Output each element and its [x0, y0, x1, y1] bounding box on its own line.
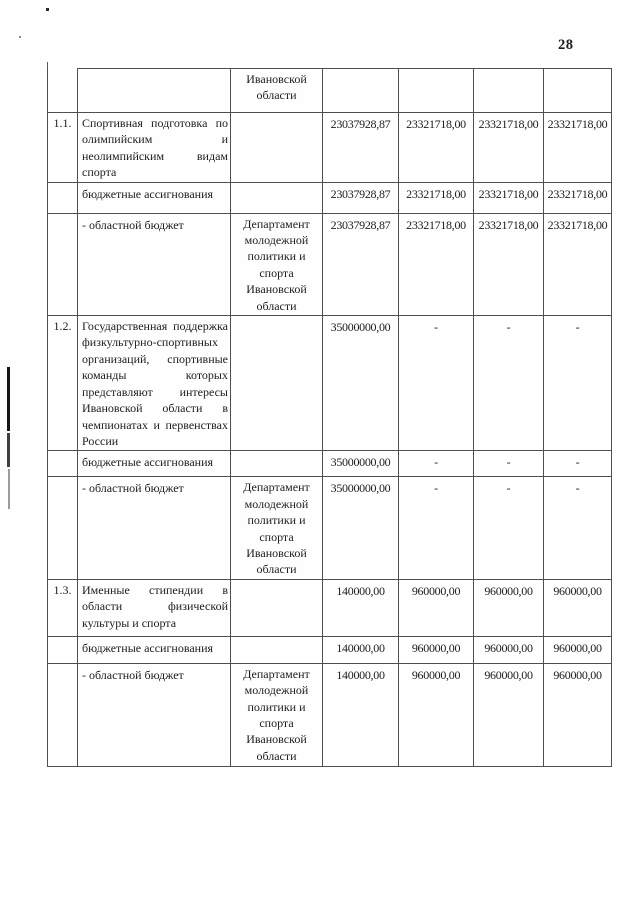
value-cell: - [399, 316, 474, 451]
page-number: 28 [558, 37, 574, 53]
table-row [48, 579, 612, 636]
table-row [48, 182, 612, 213]
executor-cell [231, 113, 323, 183]
executor-cell [231, 316, 323, 451]
value-cell: 23321718,00 [474, 213, 544, 315]
funding-table-body [48, 69, 612, 767]
value-cell: 23321718,00 [399, 113, 474, 183]
row-number-cell [48, 477, 78, 579]
table-row [48, 69, 612, 113]
funding-table [47, 68, 612, 767]
row-number-cell [48, 663, 78, 766]
row-number-cell [48, 69, 78, 113]
table-row [48, 663, 612, 766]
table-row [48, 451, 612, 477]
table-row [48, 213, 612, 315]
executor-cell [231, 182, 323, 213]
value-cell: 960000,00 [474, 636, 544, 663]
scan-artifact-dot [19, 36, 21, 38]
row-number-cell: 1.1. [48, 113, 78, 183]
value-cell: 35000000,00 [323, 477, 399, 579]
executor-cell [231, 636, 323, 663]
value-cell: - [544, 477, 612, 579]
value-cell: 23321718,00 [544, 182, 612, 213]
row-number-cell [48, 213, 78, 315]
value-cell: 960000,00 [474, 579, 544, 636]
value-cell: 960000,00 [399, 579, 474, 636]
executor-cell: Департамент молодежной политики и спорта Ивановской области [231, 663, 323, 766]
row-number-cell [48, 636, 78, 663]
value-cell: 23321718,00 [399, 182, 474, 213]
executor-cell: Департамент молодежной политики и спорта Ивановской области [231, 477, 323, 579]
value-cell: 23321718,00 [474, 182, 544, 213]
value-cell: 35000000,00 [323, 451, 399, 477]
name-cell: - областной бюджет [78, 477, 231, 579]
value-cell [399, 69, 474, 113]
row-number-cell: 1.3. [48, 579, 78, 636]
value-cell: 960000,00 [399, 636, 474, 663]
row-number-cell: 1.2. [48, 316, 78, 451]
value-cell [474, 69, 544, 113]
value-cell [544, 69, 612, 113]
value-cell: 35000000,00 [323, 316, 399, 451]
value-cell: 960000,00 [544, 636, 612, 663]
scan-artifact-dot [46, 8, 49, 11]
executor-cell: Ивановской области [231, 69, 323, 113]
value-cell: 23037928,87 [323, 182, 399, 213]
row-number-cell [48, 182, 78, 213]
table-row [48, 316, 612, 451]
value-cell: 23037928,87 [323, 213, 399, 315]
value-cell: 23321718,00 [399, 213, 474, 315]
value-cell: 140000,00 [323, 636, 399, 663]
name-cell: - областной бюджет [78, 663, 231, 766]
name-cell: бюджетные ассигнования [78, 636, 231, 663]
executor-cell [231, 579, 323, 636]
row-number-cell [48, 451, 78, 477]
name-cell [78, 69, 231, 113]
value-cell: - [474, 316, 544, 451]
value-cell: 960000,00 [399, 663, 474, 766]
value-cell: - [399, 477, 474, 579]
value-cell: 23037928,87 [323, 113, 399, 183]
value-cell [323, 69, 399, 113]
table-row [48, 113, 612, 183]
value-cell: 960000,00 [544, 579, 612, 636]
value-cell: 960000,00 [474, 663, 544, 766]
name-cell: Именные стипендии в области физической культуры и спорта [78, 579, 231, 636]
scan-artifact-streak [8, 469, 10, 509]
value-cell: 23321718,00 [544, 113, 612, 183]
name-cell: Спортивная подготовка по олимпийским и неолимпийским видам спорта [78, 113, 231, 183]
name-cell: бюджетные ассигнования [78, 182, 231, 213]
value-cell: 23321718,00 [544, 213, 612, 315]
value-cell: 140000,00 [323, 579, 399, 636]
value-cell: 140000,00 [323, 663, 399, 766]
value-cell: - [474, 451, 544, 477]
value-cell: 23321718,00 [474, 113, 544, 183]
value-cell: - [474, 477, 544, 579]
value-cell: - [544, 451, 612, 477]
value-cell: - [399, 451, 474, 477]
executor-cell: Департамент молодежной политики и спорта Ивановской области [231, 213, 323, 315]
name-cell: - областной бюджет [78, 213, 231, 315]
executor-cell [231, 451, 323, 477]
table-row [48, 477, 612, 579]
table-row [48, 636, 612, 663]
value-cell: 960000,00 [544, 663, 612, 766]
scan-artifact-streak [7, 433, 10, 467]
name-cell: Государственная поддержка физкультурно-спортивных организаций, спортивные команды которых представляют интересы Ивановской области в чемпионатах и первенствах России [78, 316, 231, 451]
name-cell: бюджетные ассигнования [78, 451, 231, 477]
scan-artifact-streak [7, 367, 10, 431]
value-cell: - [544, 316, 612, 451]
